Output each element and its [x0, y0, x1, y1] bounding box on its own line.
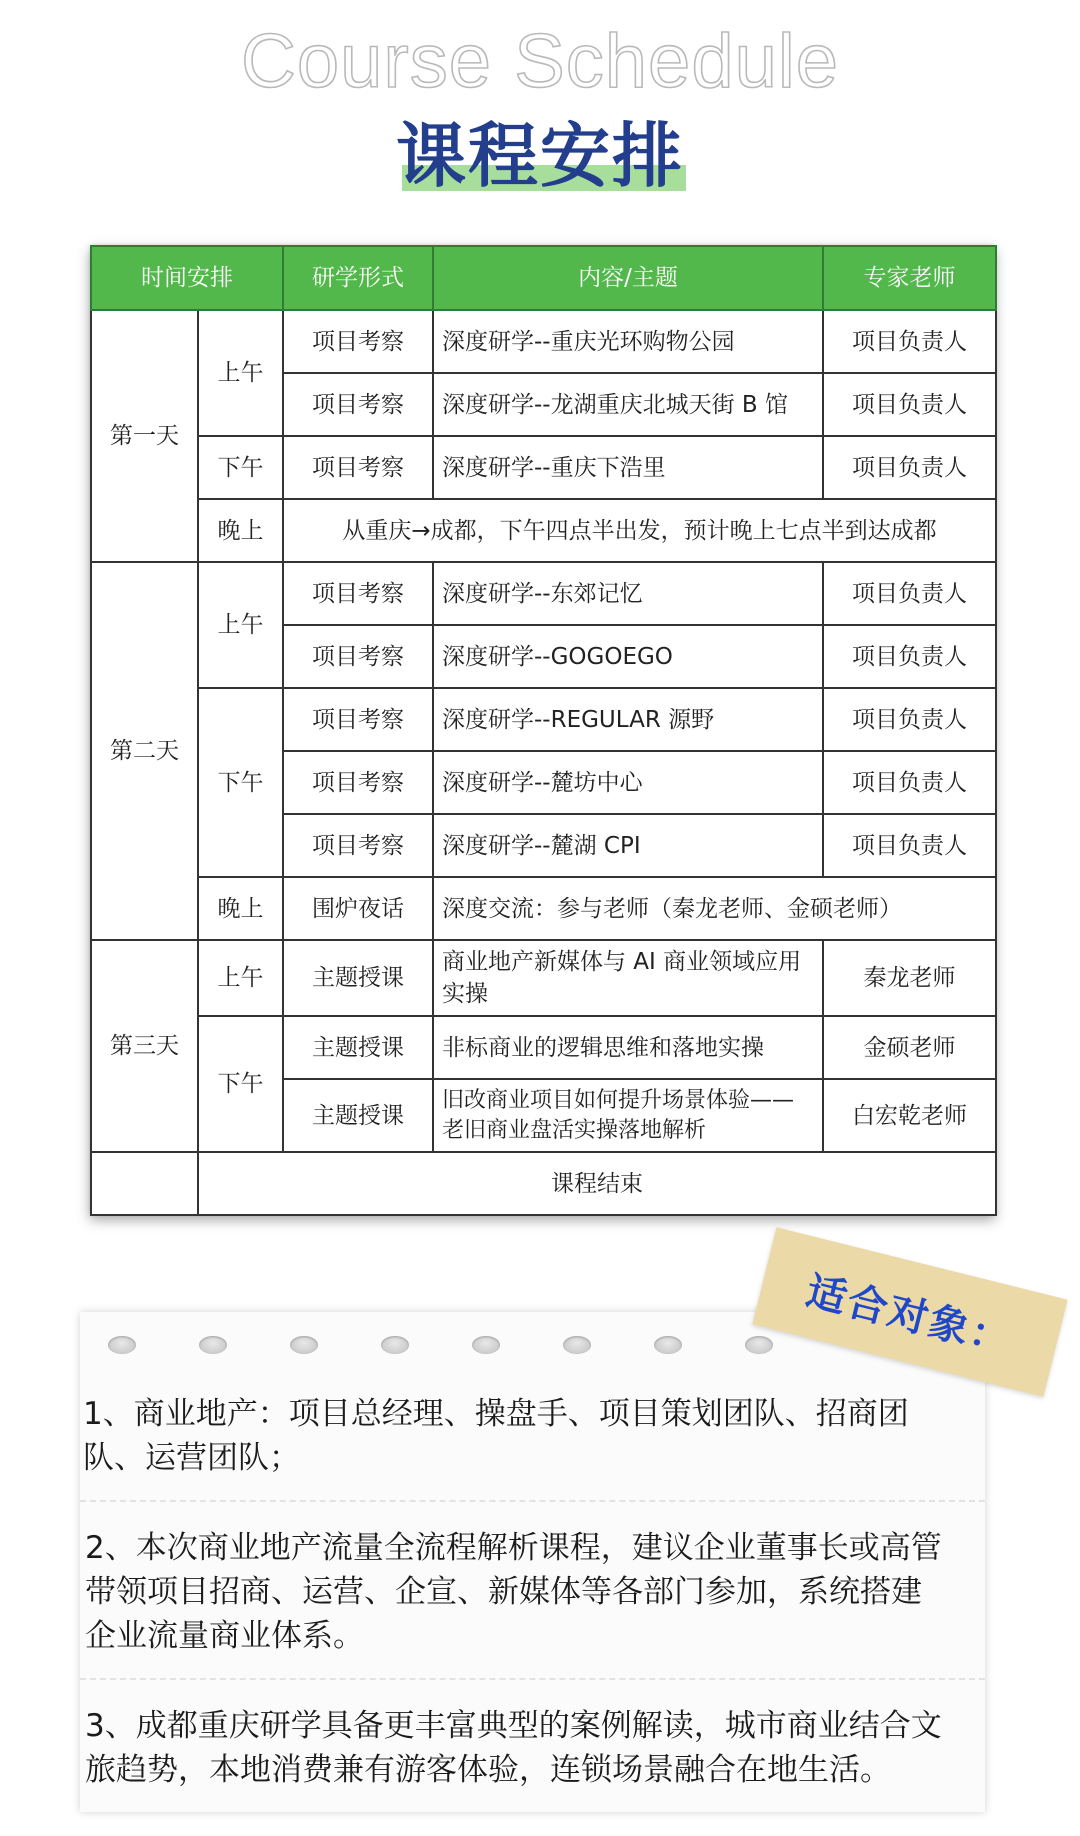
teacher-cell: 项目负责人 — [823, 310, 996, 373]
table-row — [91, 877, 996, 940]
table-row — [91, 1016, 996, 1079]
content-cell: 深度研学--重庆光环购物公园 — [433, 310, 823, 373]
empty-cell — [91, 1152, 198, 1215]
form-cell: 主题授课 — [283, 940, 433, 1016]
period-label: 上午 — [198, 940, 283, 1016]
period-label: 下午 — [198, 436, 283, 499]
header-teacher: 专家老师 — [823, 246, 996, 310]
content-cell: 深度交流：参与老师（秦龙老师、金硕老师） — [433, 877, 996, 940]
table-row — [91, 562, 996, 625]
binder-hole — [563, 1336, 591, 1354]
list-item-number: 3、 — [85, 1708, 136, 1744]
audience-list — [80, 1392, 985, 1836]
form-cell: 项目考察 — [283, 814, 433, 877]
teacher-cell: 项目负责人 — [823, 562, 996, 625]
form-cell: 围炉夜话 — [283, 877, 433, 940]
binder-holes — [108, 1336, 773, 1354]
teacher-cell: 项目负责人 — [823, 751, 996, 814]
list-item — [80, 1392, 985, 1502]
header-content: 内容/主题 — [433, 246, 823, 310]
header-time: 时间安排 — [91, 246, 283, 310]
content-cell: 商业地产新媒体与 AI 商业领域应用实操 — [433, 940, 823, 1016]
content-cell: 深度研学--麓坊中心 — [433, 751, 823, 814]
period-label: 上午 — [198, 562, 283, 688]
content-cell: 深度研学--REGULAR 源野 — [433, 688, 823, 751]
period-label: 晚上 — [198, 877, 283, 940]
teacher-cell: 白宏乾老师 — [823, 1079, 996, 1152]
content-cell: 深度研学--重庆下浩里 — [433, 436, 823, 499]
teacher-cell: 项目负责人 — [823, 373, 996, 436]
form-cell: 项目考察 — [283, 688, 433, 751]
form-cell: 项目考察 — [283, 373, 433, 436]
form-cell: 项目考察 — [283, 310, 433, 373]
period-label: 晚上 — [198, 499, 283, 562]
period-label: 上午 — [198, 310, 283, 436]
content-cell: 深度研学--GOGOEGO — [433, 625, 823, 688]
schedule-table-card — [90, 245, 995, 1215]
title-chinese-text: 课程安排 — [396, 114, 684, 197]
list-item-text: 商业地产：项目总经理、操盘手、项目策划团队、招商团队、运营团队； — [83, 1396, 909, 1476]
content-cell: 旧改商业项目如何提升场景体验——老旧商业盘活实操落地解析 — [433, 1079, 823, 1152]
form-cell: 项目考察 — [283, 436, 433, 499]
day-label: 第三天 — [91, 940, 198, 1152]
teacher-cell: 项目负责人 — [823, 625, 996, 688]
list-item — [80, 1526, 985, 1680]
list-item-number: 1、 — [83, 1396, 134, 1432]
content-cell: 非标商业的逻辑思维和落地实操 — [433, 1016, 823, 1079]
table-row — [91, 940, 996, 1016]
title-chinese — [396, 100, 684, 201]
list-item — [80, 1704, 985, 1812]
form-cell: 项目考察 — [283, 751, 433, 814]
teacher-cell: 秦龙老师 — [823, 940, 996, 1016]
audience-card — [80, 1312, 985, 1812]
table-header-row — [91, 246, 996, 310]
list-item-text: 成都重庆研学具备更丰富典型的案例解读，城市商业结合文旅趋势，本地消费兼有游客体验，连锁场景融合在地生活。 — [85, 1708, 942, 1788]
binder-hole — [654, 1336, 682, 1354]
form-cell: 项目考察 — [283, 625, 433, 688]
content-cell: 深度研学--龙湖重庆北城天街 B 馆 — [433, 373, 823, 436]
teacher-cell: 金硕老师 — [823, 1016, 996, 1079]
teacher-cell: 项目负责人 — [823, 688, 996, 751]
evening-note: 从重庆→成都，下午四点半出发，预计晚上七点半到达成都 — [283, 499, 996, 562]
binder-hole — [290, 1336, 318, 1354]
binder-hole — [199, 1336, 227, 1354]
list-item-number: 2、 — [85, 1530, 136, 1566]
binder-hole — [472, 1336, 500, 1354]
list-item-text: 本次商业地产流量全流程解析课程，建议企业董事长或高管带领项目招商、运营、企宣、新媒体等各部门参加，系统搭建企业流量商业体系。 — [85, 1530, 942, 1654]
teacher-cell: 项目负责人 — [823, 436, 996, 499]
form-cell: 项目考察 — [283, 562, 433, 625]
title-english: Course Schedule — [240, 19, 840, 104]
table-row — [91, 688, 996, 751]
period-label: 下午 — [198, 1016, 283, 1152]
header-form: 研学形式 — [283, 246, 433, 310]
schedule-table — [90, 245, 997, 1216]
binder-hole — [745, 1336, 773, 1354]
table-row — [91, 436, 996, 499]
teacher-cell: 项目负责人 — [823, 814, 996, 877]
audience-tag-text: 适合对象： — [801, 1267, 1017, 1364]
form-cell: 主题授课 — [283, 1016, 433, 1079]
course-end: 课程结束 — [198, 1152, 996, 1215]
binder-hole — [108, 1336, 136, 1354]
form-cell: 主题授课 — [283, 1079, 433, 1152]
day-label: 第二天 — [91, 562, 198, 940]
table-row — [91, 310, 996, 373]
day-label: 第一天 — [91, 310, 198, 562]
binder-hole — [381, 1336, 409, 1354]
table-row — [91, 499, 996, 562]
table-row — [91, 1152, 996, 1215]
content-cell: 深度研学--麓湖 CPI — [433, 814, 823, 877]
period-label: 下午 — [198, 688, 283, 877]
content-cell: 深度研学--东郊记忆 — [433, 562, 823, 625]
